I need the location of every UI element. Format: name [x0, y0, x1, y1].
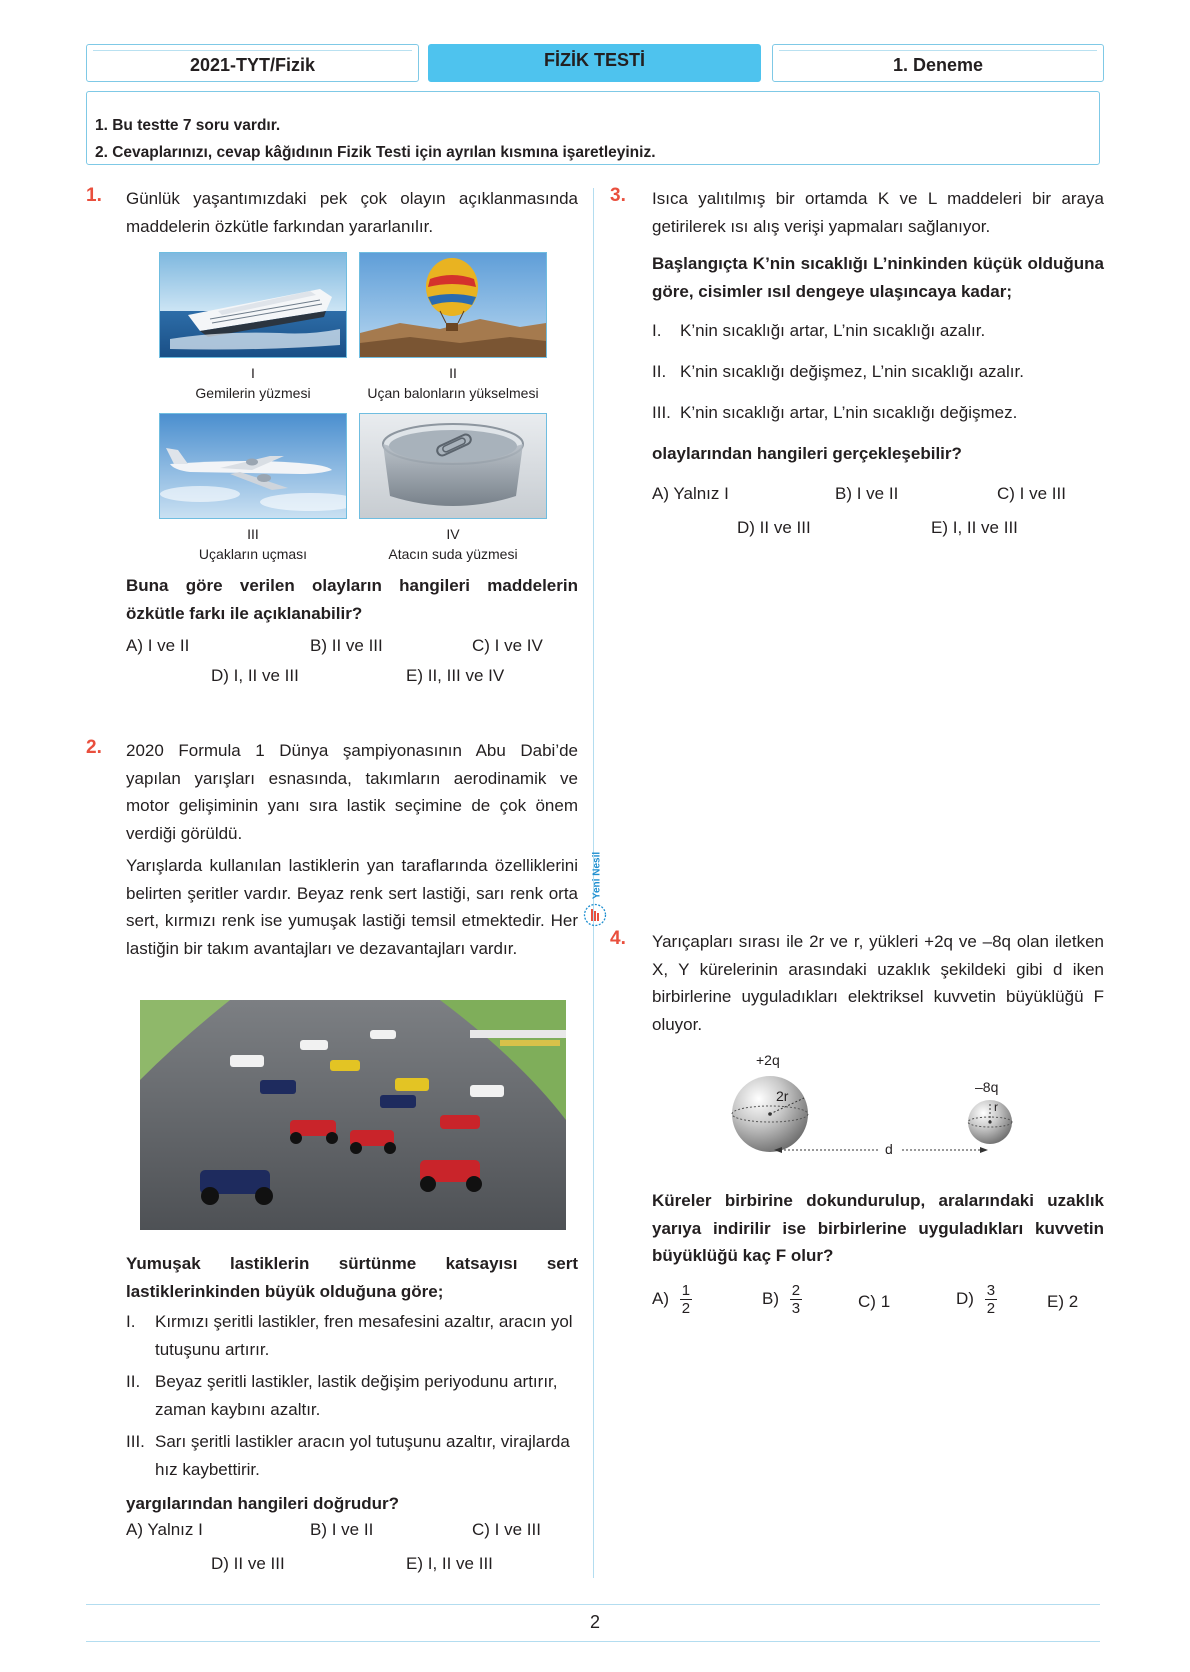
q3-option-c[interactable]: C) I ve III [997, 484, 1066, 503]
q1-image-1-caption: I Gemilerin yüzmesi [195, 365, 311, 401]
q2-option-b[interactable]: B) I ve II [310, 1520, 374, 1539]
q2-option-e[interactable]: E) I, II ve III [406, 1554, 493, 1573]
q3-option-d[interactable]: D) II ve III [737, 518, 811, 537]
q2-image-formula1 [140, 1000, 566, 1230]
q4-spheres-figure [720, 1052, 1030, 1167]
q3-item-3-number: III. [652, 403, 671, 422]
instruction-1: 1. Bu testte 7 soru vardır. [95, 117, 281, 134]
q2-number: 2. [86, 737, 102, 758]
q4-option-b[interactable]: B) $\frac{2}{3}$ [762, 1282, 801, 1317]
q1-image-2-caption: II Uçan balonların yükselmesi [367, 365, 539, 401]
q4-number: 4. [610, 928, 626, 949]
q2-item-3-text: Sarı şeritli lastikler aracın yol tutuşunu azaltır, virajlarda hız kaybettirir. [155, 1432, 570, 1479]
q4-option-b-fraction: $\frac{2}{3}$ [791, 1282, 801, 1317]
page-number: 2 [589, 1612, 600, 1632]
q3-item-3-text: K’nin sıcaklığı artar, L’nin sıcaklığı değişmez. [680, 403, 1018, 422]
q1-option-d[interactable]: D) I, II ve III [211, 666, 299, 685]
q2-option-c[interactable]: C) I ve III [472, 1520, 541, 1539]
instructions-box [86, 91, 1100, 165]
q1-image-airplane [159, 413, 347, 519]
footer-line-top [86, 1604, 1100, 1605]
q4-option-c[interactable]: C) 1 [858, 1292, 891, 1311]
q4-distance-label: d [885, 1141, 893, 1157]
q2-item-2-text: Beyaz şeritli lastikler, lastik değişim periyodunu artırır, zaman kaybını azaltır. [155, 1372, 558, 1419]
q3-option-b[interactable]: B) I ve II [835, 484, 899, 503]
airplane-icon [160, 414, 346, 518]
header-test-title: FİZİK TESTİ [428, 44, 761, 82]
q1-option-a[interactable]: A) I ve II [126, 636, 190, 655]
q1-image-4-caption: IV Atacın suda yüzmesi [388, 526, 518, 562]
q2-item-2-number: II. [126, 1372, 141, 1391]
new-generation-icon [583, 903, 607, 927]
q2-paragraph-2: Yarışlarda kullanılan lastiklerin yan taraflarında özelliklerini belirten şeritler vardır. Beyaz renk sert lastiği, sarı renk orta sert, kırmızı renk ise yumuşak lastiği temsil etmektedir. Her lastiğin bir takım avantajları ve dezavantajları vardır. [126, 856, 578, 958]
hot-air-balloon-icon [360, 253, 546, 357]
q3-question: Başlangıçta K’nin sıcaklığı L’ninkinden küçük olduğuna göre, cisimler ısıl dengeye ulaşıncaya kadar; [652, 254, 1104, 301]
q2-question: Yumuşak lastiklerin sürtünme katsayısı sert lastiklerinkinden büyük olduğuna göre; [126, 1254, 578, 1301]
q1-image-paperclip [359, 413, 547, 519]
cruise-ship-icon [160, 253, 346, 357]
q1-option-b[interactable]: B) II ve III [310, 636, 383, 655]
q2-paragraph-1: 2020 Formula 1 Dünya şampiyonasının Abu Dabi’de yapılan yarışları esnasında, takımların aerodinamik ve motor gelişiminin yanı sıra lastik seçimine de çok önem verdiği görüldü. [126, 741, 578, 843]
q2-option-d[interactable]: D) II ve III [211, 1554, 285, 1573]
q4-small-charge-label: –8q [975, 1079, 999, 1095]
q1-image-ship [159, 252, 347, 358]
q3-item-1-text: K’nin sıcaklığı artar, L’nin sıcaklığı azalır. [680, 321, 986, 340]
q4-big-charge-label: +2q [756, 1052, 780, 1068]
footer-line-bottom [86, 1641, 1100, 1642]
q2-item-1-number: I. [126, 1312, 136, 1331]
header-subject: 2021-TYT/Fizik [86, 44, 419, 82]
q4-option-e[interactable]: E) 2 [1047, 1292, 1079, 1311]
q4-big-radius-label: 2r [776, 1088, 789, 1104]
q3-option-a[interactable]: A) Yalnız I [652, 484, 729, 503]
q2-option-a[interactable]: A) Yalnız I [126, 1520, 203, 1539]
q4-small-radius-label: r [994, 1100, 998, 1114]
instruction-2: 2. Cevaplarınızı, cevap kâğıdının Fizik Testi için ayrılan kısmına işaretleyiniz. [95, 144, 656, 161]
q1-question: Buna göre verilen olayların hangileri maddelerin özkütle farkı ile açıklanabilir? [126, 576, 578, 623]
q4-option-a-fraction: $\frac{1}{2}$ [681, 1282, 691, 1317]
q4-option-d-fraction: $\frac{3}{2}$ [986, 1282, 996, 1317]
q4-intro: Yarıçapları sırası ile 2r ve r, yükleri +2q ve –8q olan iletken X, Y kürelerinin arasındaki uzaklık şekildeki gibi d iken birbirlerine uyguladıkları elektriksel kuvvetin büyüklüğü F oluyor. [652, 932, 1104, 1034]
q2-closing: yargılarından hangileri doğrudur? [126, 1494, 399, 1513]
header-exam-number: 1. Deneme [772, 44, 1104, 82]
q4-question: Küreler birbirine dokundurulup, aralarındaki uzaklık yarıya indirilir ise birbirlerine uyguladıkları kuvvetin büyüklüğü kaç F olur? [652, 1191, 1104, 1265]
q2-item-3-number: III. [126, 1432, 145, 1451]
paperclip-in-water-icon [360, 414, 546, 518]
q3-item-2-text: K’nin sıcaklığı değişmez, L’nin sıcaklığı azalır. [680, 362, 1024, 381]
q1-number: 1. [86, 185, 102, 206]
q2-item-1-text: Kırmızı şeritli lastikler, fren mesafesini azaltır, aracın yol tutuşunu artırır. [155, 1312, 573, 1359]
q3-item-1-number: I. [652, 321, 662, 340]
q1-intro: Günlük yaşantımızdaki pek çok olayın açıklanmasında maddelerin özkütle farkından yararlanılır. [126, 189, 578, 236]
charged-spheres-diagram [720, 1052, 1030, 1167]
q1-image-3-caption: III Uçakların uçması [198, 526, 308, 562]
new-generation-badge: Yeni Nesil [591, 851, 603, 900]
q3-closing: olaylarından hangileri gerçekleşebilir? [652, 444, 962, 463]
q3-item-2-number: II. [652, 362, 667, 381]
q1-option-c[interactable]: C) I ve IV [472, 636, 543, 655]
q1-image-balloon [359, 252, 547, 358]
q3-intro: Isıca yalıtılmış bir ortamda K ve L maddeleri bir araya getirilerek ısı alış verişi yapmaları sağlanıyor. [652, 189, 1104, 236]
formula-1-race-icon [140, 1000, 566, 1230]
q3-number: 3. [610, 185, 626, 206]
q4-option-d[interactable]: D) $\frac{3}{2}$ [956, 1282, 996, 1317]
q1-option-e[interactable]: E) II, III ve IV [406, 666, 505, 685]
q4-option-a[interactable]: A) $\frac{1}{2}$ [652, 1282, 691, 1317]
q3-option-e[interactable]: E) I, II ve III [931, 518, 1018, 537]
